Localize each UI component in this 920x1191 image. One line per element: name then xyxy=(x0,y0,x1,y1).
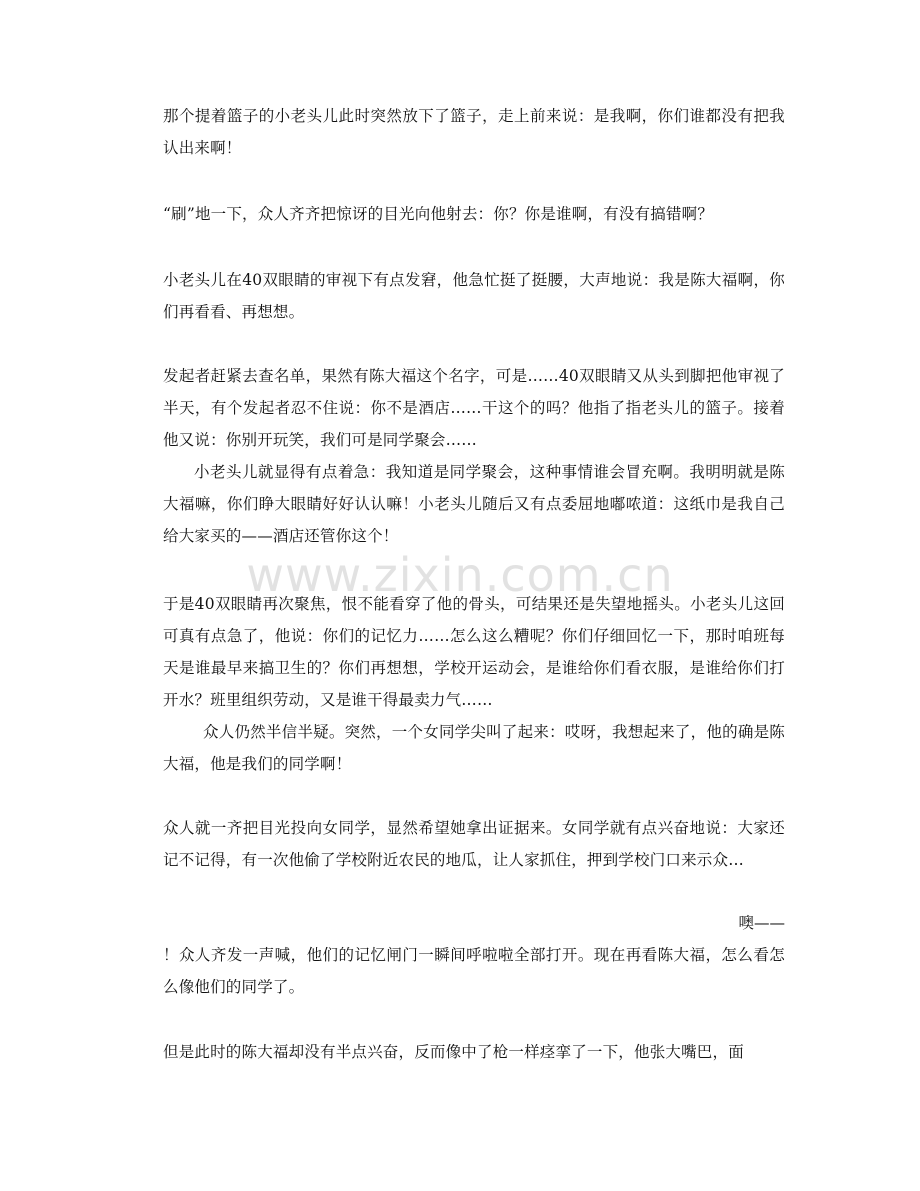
paragraph-9-exclamation: 噢—— xyxy=(738,914,785,932)
paragraph-2: “刷”地一下，众人齐齐把惊讶的目光向他射去：你？你是谁啊，有没有搞错啊？ xyxy=(163,205,714,223)
paragraph-11: 但是此时的陈大福却没有半点兴奋，反而像中了枪一样痉挛了一下，他张大嘴巴，面 xyxy=(163,1043,744,1061)
paragraph-6: 于是40双眼睛再次聚焦，恨不能看穿了他的骨头，可结果还是失望地摇头。小老头儿这回可真有点急了，他说：你们的记忆力……怎么这么糟呢？你们仔细回忆一下，那时咱班每天是谁最早来搞卫生的？你们再想想，学校开运动会，是谁给你们看衣服，是谁给你们打开水？班里组织劳动，又是谁干得最卖力气…… xyxy=(163,595,785,709)
paragraph-8: 众人就一齐把目光投向女同学，显然希望她拿出证据来。女同学就有点兴奋地说：大家还记不记得，有一次他偷了学校附近农民的地瓜，让人家抓住，押到学校门口来示众… xyxy=(163,819,785,869)
watermark: www.zixin.com.cn xyxy=(246,548,674,602)
paragraph-7: 众人仍然半信半疑。突然，一个女同学尖叫了起来：哎呀，我想起来了，他的确是陈大福，他是我们的同学啊！ xyxy=(163,723,785,773)
paragraph-10: ！众人齐发一声喊，他们的记忆闸门一瞬间呼啦啦全部打开。现在再看陈大福，怎么看怎么像他们的同学了。 xyxy=(163,946,785,996)
paragraph-5: 小老头儿就显得有点着急：我知道是同学聚会，这种事情谁会冒充啊。我明明就是陈大福嘛，你们睁大眼睛好好认认嘛！小老头儿随后又有点委屈地嘟哝道：这纸巾是我自己给大家买的——酒店还管你这个！ xyxy=(163,463,785,545)
paragraph-3: 小老头儿在40双眼睛的审视下有点发窘，他急忙挺了挺腰，大声地说：我是陈大福啊，你们再看看、再想想。 xyxy=(163,271,785,321)
paragraph-1: 那个提着篮子的小老头儿此时突然放下了篮子，走上前来说：是我啊，你们谁都没有把我认出来啊！ xyxy=(163,107,785,157)
paragraph-4: 发起者赶紧去查名单，果然有陈大福这个名字，可是……40双眼睛又从头到脚把他审视了半天，有个发起者忍不住说：你不是酒店……干这个的吗？他指了指老头儿的篮子。接着他又说：你别开玩笑，我们可是同学聚会…… xyxy=(163,367,785,449)
